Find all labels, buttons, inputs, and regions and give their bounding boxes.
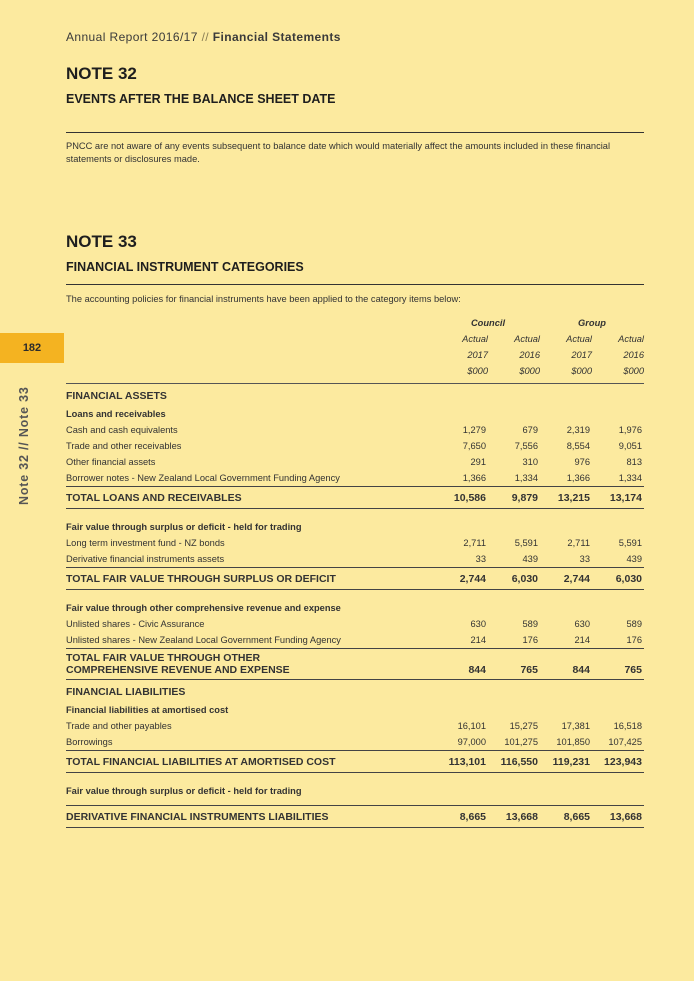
note32-text: PNCC are not aware of any events subsequent to balance date which would materially affect the amounts included in these financial statements or disclosures made. — [66, 141, 611, 164]
table-group-header — [66, 315, 644, 331]
column-year: 2017 — [571, 350, 592, 360]
table-row: Cash and cash equivalents 1,279 679 2,319 1,976 — [66, 425, 642, 435]
column-unit: $000 — [436, 363, 488, 384]
column-label: Actual — [566, 334, 592, 344]
table-row: Derivative financial instruments assets 33 439 33 439 — [66, 554, 642, 564]
financial-instruments-table — [66, 315, 644, 828]
total-row-fv-oci: TOTAL FAIR VALUE THROUGH OTHER COMPREHENSIVE REVENUE AND EXPENSE 844 765 844 765 — [66, 649, 644, 680]
table-row: Unlisted shares - New Zealand Local Government Funding Agency 214 176 214 176 — [66, 635, 642, 645]
subheading-fv-oci: Fair value through other comprehensive revenue and expense — [66, 603, 341, 613]
page-number: 182 — [22, 342, 42, 354]
subheading-fv-trading-liabilities: Fair value through surplus or deficit - held for trading — [66, 786, 302, 796]
report-title: Annual Report 2016/17 — [66, 30, 198, 44]
column-label: Actual — [514, 334, 540, 344]
table-row: Unlisted shares - Civic Assurance 630 589 630 589 — [66, 619, 642, 629]
note32-subtitle: EVENTS AFTER THE BALANCE SHEET DATE — [66, 92, 336, 106]
section-heading-liabilities: FINANCIAL LIABILITIES — [66, 686, 186, 698]
total-row-fv-surplus: TOTAL FAIR VALUE THROUGH SURPLUS OR DEFICIT 2,744 6,030 2,744 6,030 — [66, 568, 644, 590]
table-column-years — [66, 347, 644, 363]
header-separator: // — [201, 30, 210, 44]
note32-title: NOTE 32 — [66, 64, 137, 83]
total-label-line2: COMPREHENSIVE REVENUE AND EXPENSE — [66, 664, 290, 676]
note33-subtitle: FINANCIAL INSTRUMENT CATEGORIES — [66, 260, 304, 274]
note33-title: NOTE 33 — [66, 232, 137, 251]
table-row: Trade and other receivables 7,650 7,556 8,554 9,051 — [66, 441, 642, 451]
report-header — [66, 30, 341, 44]
group-group: Group — [578, 318, 606, 328]
report-section: Financial Statements — [212, 30, 341, 44]
note33-intro: The accounting policies for financial instruments have been applied to the category items below: — [66, 294, 461, 304]
total-row-amortised: TOTAL FINANCIAL LIABILITIES AT AMORTISED COST 113,101 116,550 119,231 123,943 — [66, 751, 644, 773]
table-row: Trade and other payables 16,101 15,275 17,381 16,518 — [66, 721, 642, 731]
column-unit: $000 — [592, 363, 644, 384]
note32-rule — [66, 132, 644, 133]
table-row: Borrowings 97,000 101,275 101,850 107,425 — [66, 737, 642, 747]
section-heading-assets: FINANCIAL ASSETS — [66, 390, 167, 402]
table-column-labels — [66, 331, 644, 347]
column-unit: $000 — [540, 363, 592, 384]
column-year: 2016 — [519, 350, 540, 360]
total-label-line1: TOTAL FAIR VALUE THROUGH OTHER — [66, 652, 261, 664]
column-label: Actual — [462, 334, 488, 344]
column-year: 2016 — [623, 350, 644, 360]
table-column-units — [66, 363, 644, 384]
total-row-derivative: DERIVATIVE FINANCIAL INSTRUMENTS LIABILITIES 8,665 13,668 8,665 13,668 — [66, 806, 644, 828]
side-note-label: Note 32 // Note 33 — [17, 386, 31, 505]
table-row: Borrower notes - New Zealand Local Government Funding Agency 1,366 1,334 1,366 1,334 — [66, 473, 642, 483]
subheading-loans: Loans and receivables — [66, 409, 166, 419]
subheading-fv-trading: Fair value through surplus or deficit - held for trading — [66, 522, 302, 532]
column-unit: $000 — [488, 363, 540, 384]
subheading-amortised: Financial liabilities at amortised cost — [66, 705, 229, 715]
total-row-loans: TOTAL LOANS AND RECEIVABLES 10,586 9,879 13,215 13,174 — [66, 487, 644, 509]
table-row: Long term investment fund - NZ bonds 2,711 5,591 2,711 5,591 — [66, 538, 642, 548]
note33-rule — [66, 284, 644, 285]
column-label: Actual — [618, 334, 644, 344]
column-year: 2017 — [467, 350, 488, 360]
group-council: Council — [470, 318, 506, 328]
table-row: Other financial assets 291 310 976 813 — [66, 457, 642, 467]
